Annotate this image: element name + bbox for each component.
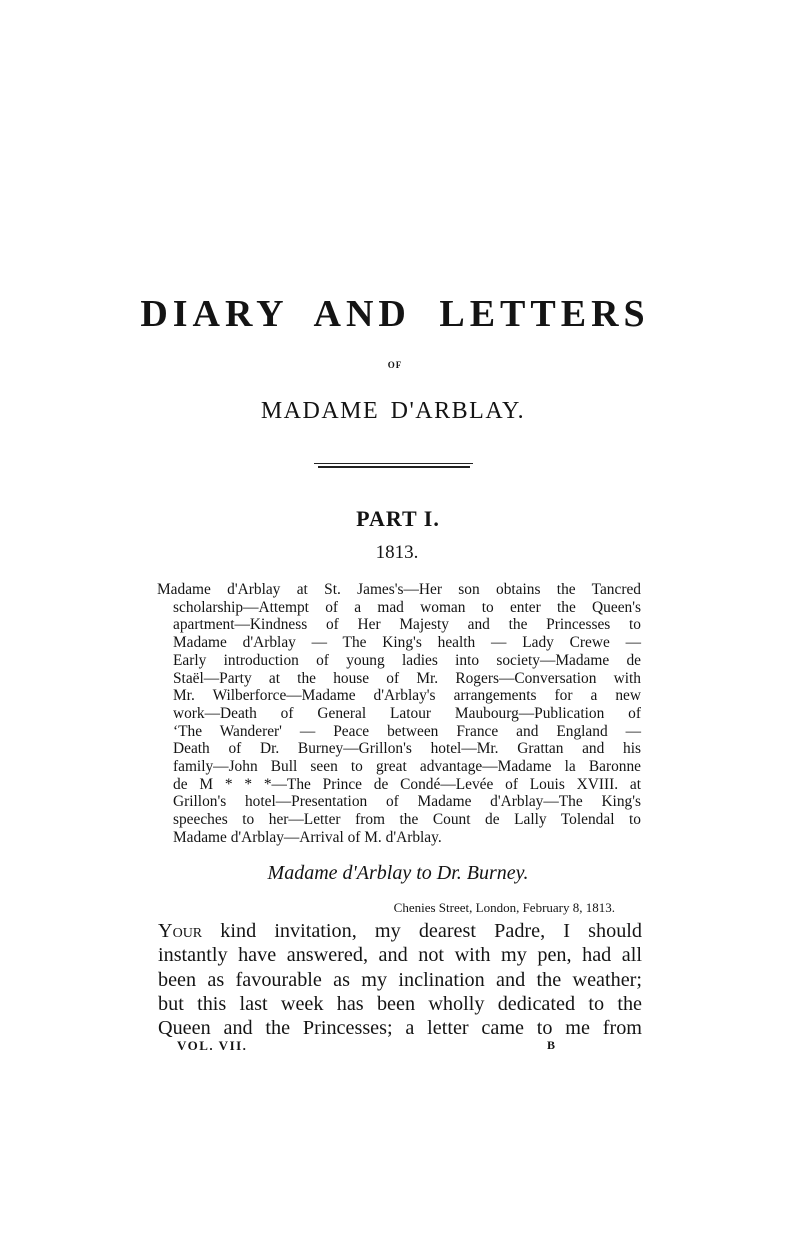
summary-line: family—John Bull seen to great advantage—Madame la Baronne — [173, 758, 641, 776]
letter-heading — [0, 862, 800, 885]
drop-word: Your — [158, 920, 203, 942]
letter-dateline: Chenies Street, London, February 8, 1813. — [393, 900, 615, 915]
summary-line: Early introduction of young ladies into society—Madame de — [173, 651, 641, 669]
summary-line: Staël—Party at the house of Mr. Rogers—Conversation with — [173, 669, 641, 687]
body-line-text: kind invitation, my dearest Padre, I should — [202, 920, 642, 942]
letter-heading-text: Madame d'Arblay to Dr. Burney. — [267, 862, 529, 884]
summary-line: speeches to her—Letter from the Count de Lally Tolendal to — [173, 811, 641, 829]
body-line: but this last week has been wholly dedicated to the — [158, 992, 642, 1015]
title-connector: OF — [387, 360, 403, 370]
book-subtitle: MADAME D'ARBLAY. — [260, 398, 526, 424]
summary-line: Madame d'Arblay at St. James's—Her son obtains the Tancred — [157, 581, 641, 598]
volume-label: VOL. VII. — [177, 1038, 248, 1053]
year-heading: 1813. — [375, 542, 419, 563]
summary-line: scholarship—Attempt of a mad woman to enter the Queen's — [173, 598, 641, 616]
body-line: been as favourable as my inclination and the weather; — [158, 968, 642, 991]
summary-line: Mr. Wilberforce—Madame d'Arblay's arrangements for a new — [173, 687, 641, 705]
chapter-summary — [157, 581, 641, 847]
body-line: Queen and the Princesses; a letter came to me from — [158, 1017, 642, 1040]
book-title: DIARY AND LETTERS — [140, 293, 650, 335]
part-heading: PART I. — [356, 506, 440, 531]
summary-line: ‘The Wanderer' — Peace between France and England — — [173, 722, 641, 740]
signature-mark: B — [547, 1038, 556, 1052]
body-line — [158, 919, 642, 943]
summary-line: Death of Dr. Burney—Grillon's hotel—Mr. Grattan and his — [173, 740, 641, 758]
divider-rule-bottom — [318, 466, 470, 468]
summary-line: Madame d'Arblay—Arrival of M. d'Arblay. — [173, 828, 442, 846]
body-line: instantly have answered, and not with my pen, had all — [158, 944, 642, 967]
divider-rule-top — [314, 463, 473, 464]
summary-line: Madame d'Arblay — The King's health — Lady Crewe — — [173, 634, 641, 652]
summary-line: de M * * *—The Prince de Condé—Levée of Louis XVIII. at — [173, 775, 641, 793]
summary-line: Grillon's hotel—Presentation of Madame d'Arblay—The King's — [173, 793, 641, 811]
letter-body — [158, 919, 642, 1040]
summary-line: apartment—Kindness of Her Majesty and the Princesses to — [173, 616, 641, 634]
summary-line: work—Death of General Latour Maubourg—Publication of — [173, 704, 641, 722]
